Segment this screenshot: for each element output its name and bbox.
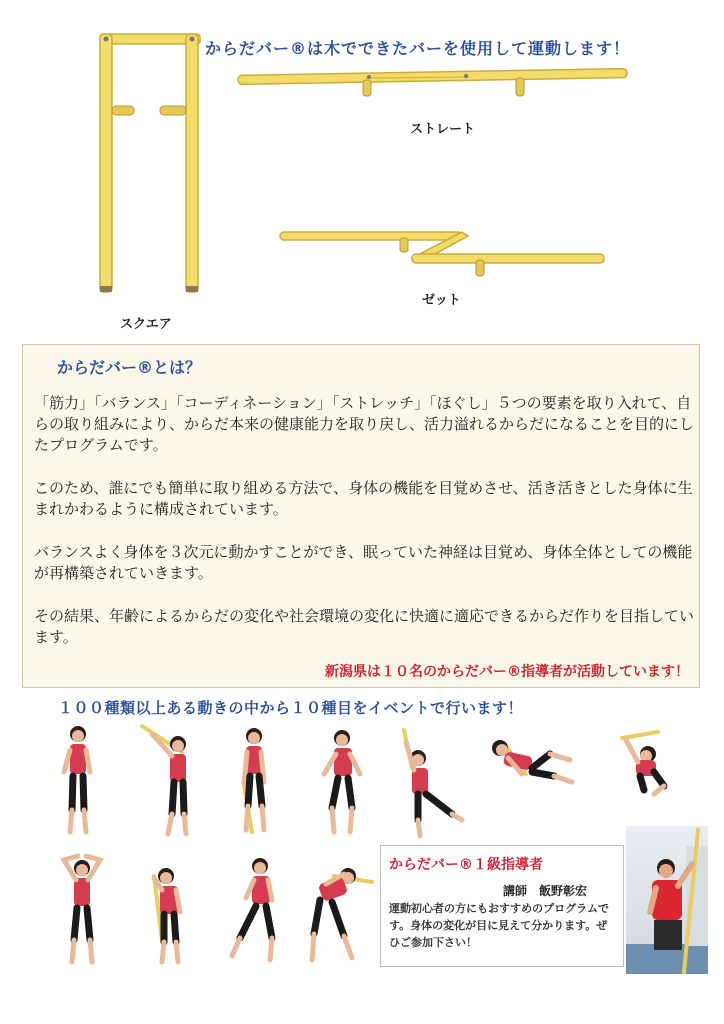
instructor-photo (626, 826, 708, 974)
exercise-photo-11 (304, 862, 376, 968)
z-label: ゼット (422, 293, 461, 308)
instructor-title: からだバー®１級指導者 (389, 857, 543, 873)
about-paragraph: バランスよく身体を３次元に動かすことができ、眠っていた神経は目覚め、身体全体としての機能が再構築されていきます。 (34, 543, 693, 582)
about-paragraph: 「筋力」「バランス」「コーディネーション」「ストレッチ」「ほぐし」５つの要素を取り入れて、自らの取り組みにより、からだ本来の健康能力を取り戻し、活力溢れるからだになることを目的にしたプログラムです。 (34, 394, 695, 454)
exercise-photo-8 (52, 850, 112, 968)
exercise-photo-4 (316, 722, 368, 840)
instructor-count-note: 新潟県は１０名のからだバー®指導者が活動しています！ (325, 664, 689, 680)
exercises-heading: １００種類以上ある動きの中から１０種目をイベントで行います！ (58, 699, 524, 717)
about-paragraph: その結果、年齢によるからだの変化や社会環境の変化に快適に適応できるからだ作りを目指しています。 (34, 607, 695, 646)
straight-label: ストレート (410, 122, 476, 137)
exercise-photo-1 (50, 722, 110, 840)
exercise-photo-7 (614, 728, 676, 798)
about-box (22, 344, 700, 688)
z-bar-image (278, 222, 608, 280)
page-title: からだバー®は木でできたバーを使用して運動します！ (205, 39, 631, 58)
instructor-box (380, 845, 624, 967)
straight-bar-image (236, 66, 631, 102)
exercise-photo-2 (138, 722, 200, 840)
instructor-name: 講師 飯野彰宏 (503, 884, 588, 898)
exercise-photo-5 (396, 722, 468, 840)
square-label: スクエア (120, 317, 172, 332)
about-paragraph: このため、誰にでも簡単に取り組める方法で、身体の機能を目覚めさせ、活き活きとした身体に生まれかわるように構成されています。 (34, 479, 693, 518)
square-bar-image (88, 28, 213, 298)
about-heading: からだバー®とは？ (57, 358, 202, 377)
exercise-photo-3 (232, 722, 280, 840)
instructor-message: 運動初心者の方にもおすすめのプログラムです。身体の変化が目に見えて分かります。ぜひご参加下さい！ (389, 902, 609, 949)
exercise-photo-10 (226, 850, 292, 968)
exercise-photo-6 (486, 730, 576, 796)
exercise-photo-9 (144, 850, 196, 968)
